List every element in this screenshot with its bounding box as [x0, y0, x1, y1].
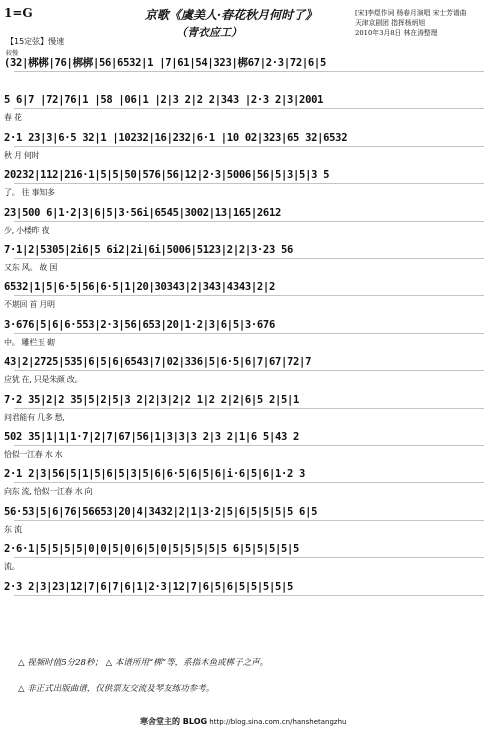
jianpu-notes: 2·1 2|3|56|5|1|5|6|5|3|5|6|6·5|6|5|6|i·6|5|6|1·2 3	[4, 468, 306, 481]
notation-row	[4, 243, 498, 277]
credit-line: [宋]李煜作词 杨春月演唱 宋士芳谱曲	[355, 9, 467, 17]
credits-block	[355, 8, 498, 38]
jianpu-notes: 3·676|5|6|6·553|2·3|56|653|20|1·2|3|6|5|3·676	[4, 318, 275, 331]
jianpu-notes: 23|500 6|1·2|3|6|5|3·56i|6545|3002|13|165|2612	[4, 206, 281, 219]
jianpu-notes: (32|梆梆|76|梆梆|56|6532|1 |7|61|54|323|梆67|2·3|72|6|5	[4, 57, 326, 69]
beam-line	[14, 520, 484, 521]
jianpu-notes: 2·6·1|5|5|5|5|0|0|5|0|6|5|0|5|5|5|5|5 6|5|5|5|5|5	[4, 543, 300, 556]
beam-line	[14, 557, 484, 558]
beam-line	[14, 295, 484, 296]
lyric-line: 中。 雕栏玉 砌	[4, 337, 55, 347]
notation-row	[4, 93, 498, 127]
notation-row	[4, 393, 498, 427]
notation-row	[4, 280, 498, 314]
beam-line	[14, 108, 484, 109]
credit-line: 天津京剧团 指挥杨炳旭	[355, 19, 426, 27]
jianpu-notes: 2·3 2|3|23|12|7|6|7|6|1|2·3|12|7|6|5|6|5|5|5|5|5	[4, 580, 294, 593]
beam-line	[14, 221, 484, 222]
lyric-line: 又东 风。 故 国	[4, 263, 57, 272]
notation-row	[4, 505, 498, 539]
beam-line	[14, 445, 484, 446]
beam-line	[14, 146, 484, 147]
notation-row	[4, 56, 498, 90]
jianpu-notes: 5 6|7 |72|76|1 |58 |06|1 |2|3 2|2 2|343 |2·3 2|3|2001	[4, 94, 324, 107]
beam-line	[14, 482, 484, 483]
lyric-line: 不堪回 首 月明	[4, 300, 55, 310]
opening-note: 较慢	[6, 50, 19, 57]
lyric-line: 秋 月 何时	[4, 150, 40, 160]
beam-line	[14, 258, 484, 259]
lyric-line: 春 花	[4, 113, 22, 123]
notation-row	[4, 131, 498, 165]
footer-notes	[18, 650, 488, 702]
blog-credit	[140, 716, 346, 727]
key-signature: 1=G	[4, 6, 33, 20]
lyric-line: 应犹 在, 只是朱颜 改。	[4, 375, 83, 385]
jianpu-notes: 2·1 23|3|6·5 32|1 |10232|16|232|6·1 |10 02|323|65 32|6532	[4, 131, 348, 144]
lyric-line: 少, 小楼昨 夜	[4, 225, 50, 235]
role-subtitle: （青衣应工）	[176, 26, 242, 39]
beam-line	[14, 333, 484, 334]
jianpu-notes: 7·2 35|2|2 35|5|2|5|3 2|2|3|2|2 1|2 2|2|6|5 2|5|1	[4, 393, 300, 406]
blog-url: http://blog.sina.com.cn/hanshetangzhu	[209, 718, 347, 726]
lyric-line: 流。	[4, 562, 20, 572]
lyric-line: 了。 往 事知多	[4, 188, 55, 198]
tempo-marking: 【15定弦】慢速	[6, 37, 65, 46]
notation-row	[4, 355, 498, 389]
credit-line: 2010年3月8日 林在涛整理	[355, 29, 438, 37]
jianpu-notes: 7·1|2|5305|2i6|5 6i2|2i|6i|5006|5123|2|2|3·23 56	[4, 244, 294, 256]
notation-row	[4, 467, 498, 501]
jianpu-notes: 502 35|1|1|1·7|2|7|67|56|1|3|3|3 2|3 2|1|6 5|43 2	[4, 431, 300, 443]
beam-line	[14, 595, 484, 596]
lyric-line: 问君能有 几多 愁,	[4, 412, 65, 422]
notation-row	[4, 206, 498, 240]
lyric-line: 东 流	[4, 524, 22, 534]
song-title: 京歌《虞美人·春花秋月何时了》	[144, 8, 318, 22]
notation-row	[4, 318, 498, 352]
jianpu-notes: 6532|1|5|6·5|56|6·5|1|20|30343|2|343|4343|2|2	[4, 281, 275, 294]
beam-line	[14, 370, 484, 371]
beam-line	[14, 71, 484, 72]
jianpu-notes: 56·53|5|6|76|56653|20|4|3432|2|1|3·2|5|6|5|5|5|5 6|5	[4, 505, 318, 518]
blog-name: 寒舍堂主的 BLOG	[140, 717, 208, 726]
lyric-line: 向东 流, 恰似一江春 水 向	[4, 487, 93, 497]
jianpu-notes: 43|2|2725|535|6|5|6|6543|7|02|336|5|6·5|6|7|67|72|7	[4, 356, 312, 369]
notation-row	[4, 430, 498, 464]
lyric-line: 恰似一江春 水 水	[4, 450, 63, 459]
beam-line	[14, 408, 484, 409]
jianpu-notes: 20232|112|216·1|5|5|50|576|56|12|2·3|5006|56|5|3|5|3 5	[4, 169, 330, 182]
notation-row	[4, 542, 498, 576]
notation-row	[4, 168, 498, 202]
beam-line	[14, 183, 484, 184]
notation-row	[4, 580, 498, 614]
footer-note: △ 视频时值5分28秒； △ 本谱所用“梆”等，系指木鱼或梆子之声。	[18, 658, 269, 668]
footer-note: △ 非正式出版曲谱，仅供票友交流及琴友练功参考。	[18, 684, 215, 694]
